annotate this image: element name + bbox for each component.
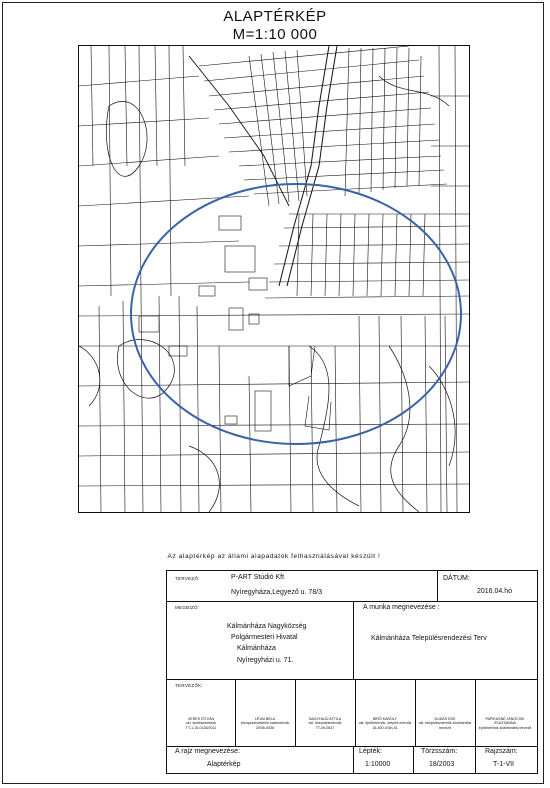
data-source-note: Az alaptérkép az állami alapadatok felhasználásával készült ! bbox=[167, 553, 381, 560]
megbizo-label: MEGBÍZÓ: bbox=[175, 605, 200, 610]
megbizo-line-3: Kálmánháza bbox=[237, 645, 276, 652]
signatory-3-name: NAGYHAJÚ ATTILA bbox=[308, 717, 342, 721]
tervezo-label: TERVEZŐ: bbox=[175, 576, 200, 581]
signatory-1 bbox=[173, 717, 229, 730]
signatory-4 bbox=[357, 717, 413, 730]
megbizo-line-1: Kálmánháza Nagyközség bbox=[227, 623, 307, 630]
leptek-value: 1:10000 bbox=[365, 761, 391, 768]
datum-label: DÁTUM: bbox=[443, 575, 470, 582]
rajzszam-label: Rajzszám: bbox=[485, 748, 518, 755]
signatory-5-name: DUDÁS EDE bbox=[434, 717, 456, 721]
rajz-value: Alaptérkép bbox=[207, 761, 241, 768]
signatory-5 bbox=[417, 717, 473, 730]
map-title: ALAPTÉRKÉP bbox=[223, 8, 327, 25]
title-block bbox=[166, 570, 538, 774]
datum-value: 2016.04.hó bbox=[477, 588, 513, 595]
signatory-2-reg: 2/936-0036 bbox=[255, 725, 275, 730]
signatory-1-name: VERES ISTVÁN bbox=[187, 717, 215, 721]
signatory-2-name: LÉVAI BÉLA bbox=[254, 717, 276, 721]
tervezo-name: P-ART Stúdió Kft bbox=[231, 574, 285, 581]
munka-label: A munka megnevezése : bbox=[363, 604, 440, 611]
signatory-3-reg: TT-09-0637 bbox=[315, 725, 335, 730]
signatory-4-name: BÍRÓ KÁROLY bbox=[372, 717, 398, 721]
signatory-2-role: környezetvédelmi szakmérnök bbox=[240, 721, 290, 726]
signatory-1-reg: TT-1-15-0126/2011 bbox=[185, 725, 217, 730]
tervezok-label: TERVEZŐK: bbox=[175, 683, 204, 688]
rajzszam-value: T-1-VII bbox=[493, 761, 515, 768]
megbizo-line-4: Nyíregyházi u. 71. bbox=[237, 657, 294, 664]
torzsszam-label: Törzsszám: bbox=[421, 748, 458, 755]
signatory-2 bbox=[237, 717, 293, 730]
signatory-6-name: PAPIKASNÉ JÁNOCSIK ZSUZSANNA bbox=[485, 717, 525, 726]
tervezo-address: Nyíregyháza,Legyező u. 78/3 bbox=[231, 589, 323, 596]
signatory-4-role: okl. építőmérnök, útépítő mérnök bbox=[358, 721, 412, 726]
leptek-label: Lépték: bbox=[359, 748, 382, 755]
signatory-3-role: okl. településmérnök bbox=[308, 721, 342, 726]
signatory-6-role: építőmérnök közlekedési tervező bbox=[478, 725, 532, 730]
signatory-5-role: okl. településmérnök közlekedési tervező bbox=[418, 721, 472, 730]
signatory-6 bbox=[477, 717, 533, 730]
munka-value: Kálmánháza Településrendezési Terv bbox=[371, 635, 487, 642]
cadastral-map bbox=[78, 45, 470, 513]
signatory-3 bbox=[297, 717, 353, 730]
cadastral-map-drawing bbox=[79, 46, 469, 512]
megbizo-line-2: Polgármesteri Hivatal bbox=[231, 634, 298, 641]
signatory-4-reg: 15-400-0/3ln-01 bbox=[372, 725, 398, 730]
signatory-1-role: okl. építészmérnök bbox=[185, 721, 217, 726]
torzsszam-value: 18/2003 bbox=[429, 761, 455, 768]
rajz-label: A rajz megnevezése: bbox=[175, 748, 240, 755]
map-scale: M=1:10 000 bbox=[232, 26, 318, 43]
